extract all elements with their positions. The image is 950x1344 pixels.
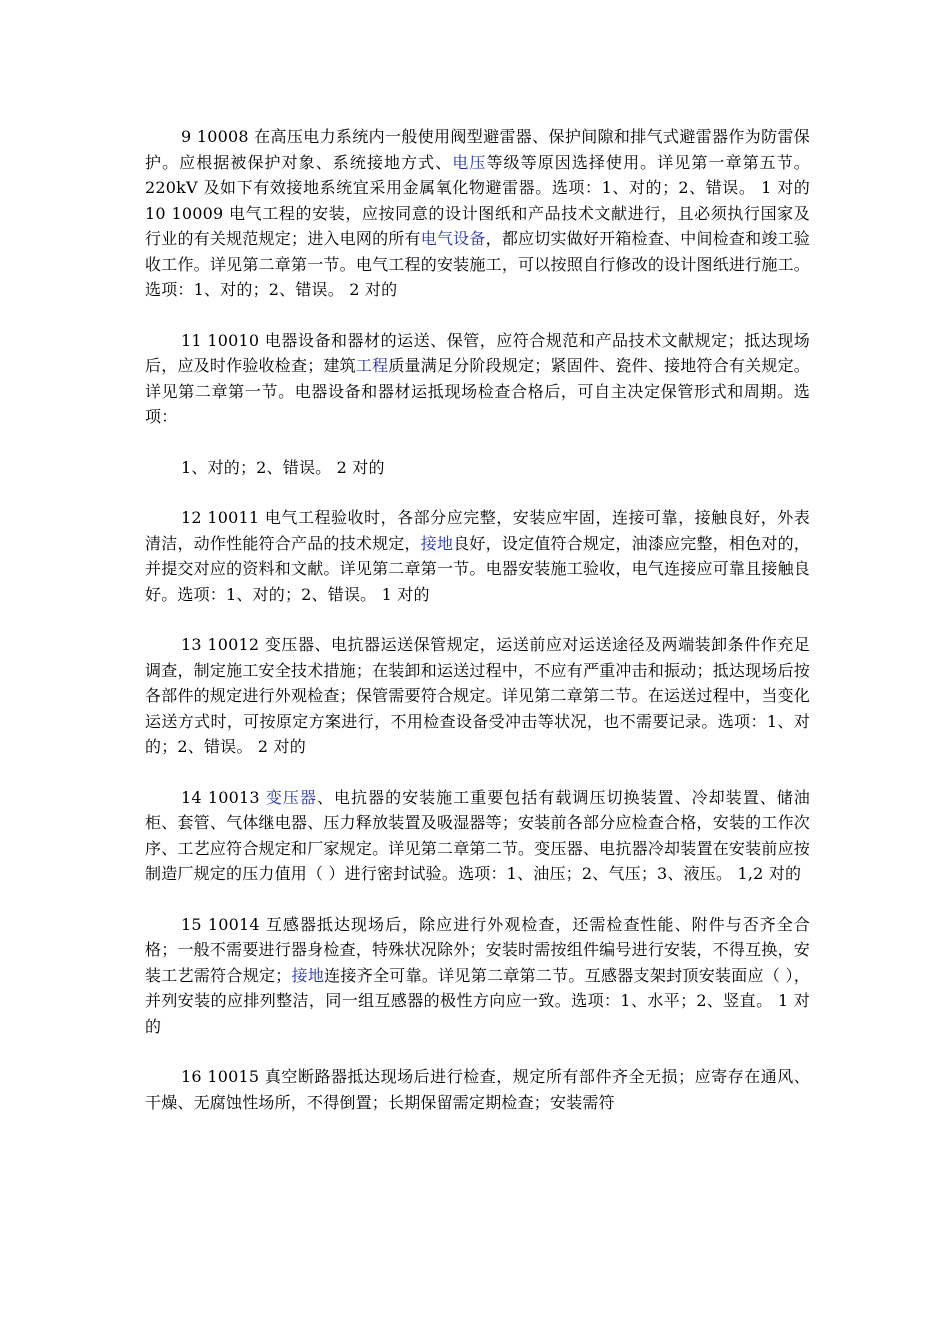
- keyword-link-grounding[interactable]: 接地: [291, 965, 325, 985]
- text-segment: 、电抗器的安装施工重要包括有载调压切换装置、冷却装置、储油柜、套管、气体继电器、压力释放装置及吸湿器等；安装前各部分应检查合格，安装的工作次序、工艺应符合规定和厂家规定。详见第二章第二节。变压器、电抗器冷却装置在安装前应按制造厂规定的压力值用（ ）进行密封试验。选项：1、油压；2、气压；3、液压。 1,2 对的: [145, 787, 810, 883]
- keyword-link-voltage[interactable]: 电压: [452, 152, 487, 172]
- text-segment: 16 10015 真空断路器抵达现场后进行检查，规定所有部件齐全无损；应寄存在通风、干燥、无腐蚀性场所，不得倒置；长期保留需定期检查；安装需符: [145, 1067, 810, 1112]
- text-segment: 等级等原因选择使用。详见第一章第五节。220kV 及如下有效接地系统宜采用金属氧化物避雷器。选项：1、对的；2、错误。 1 对的 10 10009 电气工程的安装，应按同意的设计图纸和产品技术文献进行，且必须执行国家及行业的有关规范规定；进入电网的所有: [145, 152, 810, 248]
- text-segment: 连接齐全可靠。详见第二章第二节。互感器支架封顶安装面应（ ），并列安装的应排列整洁，同一组互感器的极性方向应一致。选项：1、水平；2、竖直。 1 对的: [145, 965, 810, 1036]
- keyword-link-grounding[interactable]: 接地: [420, 533, 454, 553]
- paragraph-16: [145, 1064, 810, 1115]
- paragraph-9-10: [145, 124, 810, 303]
- text-segment: 14 10013: [181, 787, 266, 807]
- text-segment: 良好，设定值符合规定，油漆应完整，相色对的，并提交对应的资料和文献。详见第二章第一节。电器安装施工验收，电气连接应可靠且接触良好。选项：1、对的；2、错误。 1 对的: [145, 533, 810, 604]
- paragraph-13: [145, 632, 810, 760]
- text-segment: 11 10010 电器设备和器材的运送、保管，应符合规范和产品技术文献规定；抵达现场后，应及时作验收检查；建筑: [145, 330, 810, 375]
- keyword-link-transformer[interactable]: 变压器: [265, 787, 317, 807]
- paragraph-15: [145, 912, 810, 1040]
- document-body: [145, 124, 810, 1140]
- paragraph-11-options: [145, 455, 810, 481]
- paragraph-14: [145, 785, 810, 887]
- text-segment: 质量满足分阶段规定；紧固件、瓷件、接地符合有关规定。详见第二章第一节。电器设备和器材运抵现场检查合格后，可自主决定保管形式和周期。选项：: [145, 356, 811, 426]
- text-segment: 9 10008 在高压电力系统内一般使用阀型避雷器、保护间隙和排气式避雷器作为防雷保护。应根据被保护对象、系统接地方式、: [145, 127, 810, 172]
- text-segment: 13 10012 变压器、电抗器运送保管规定，运送前应对运送途径及两端装卸条件作充足调查，制定施工安全技术措施；在装卸和运送过程中，不应有严重冲击和振动；抵达现场后按各部件的规定进行外观检查；保管需要符合规定。详见第二章第二节。在运送过程中，当变化运送方式时，可按原定方案进行，不用检查设备受冲击等状况，也不需要记录。选项：1、对的；2、错误。 2 对的: [145, 635, 810, 756]
- text-segment: 12 10011 电气工程验收时，各部分应完整，安装应牢固，连接可靠，接触良好，外表清洁，动作性能符合产品的技术规定，: [145, 508, 810, 553]
- keyword-link-electrical-equipment[interactable]: 电气设备: [420, 229, 486, 248]
- text-segment: ，都应切实做好开箱检查、中间检查和竣工验收工作。详见第二章第一节。电气工程的安装施工，可以按照自行修改的设计图纸进行施工。选项：1、对的；2、错误。 2 对的: [145, 229, 810, 299]
- text-segment: 15 10014 互感器抵达现场后，除应进行外观检查，还需检查性能、附件与否齐全合格；一般不需要进行器身检查，特殊状况除外；安装时需按组件编号进行安装，不得互换，安装工艺需符合规定；: [145, 914, 810, 985]
- paragraph-12: [145, 505, 810, 607]
- text-segment: 1、对的；2、错误。 2 对的: [181, 457, 385, 477]
- keyword-link-engineering[interactable]: 工程: [355, 356, 389, 375]
- paragraph-11: [145, 328, 810, 430]
